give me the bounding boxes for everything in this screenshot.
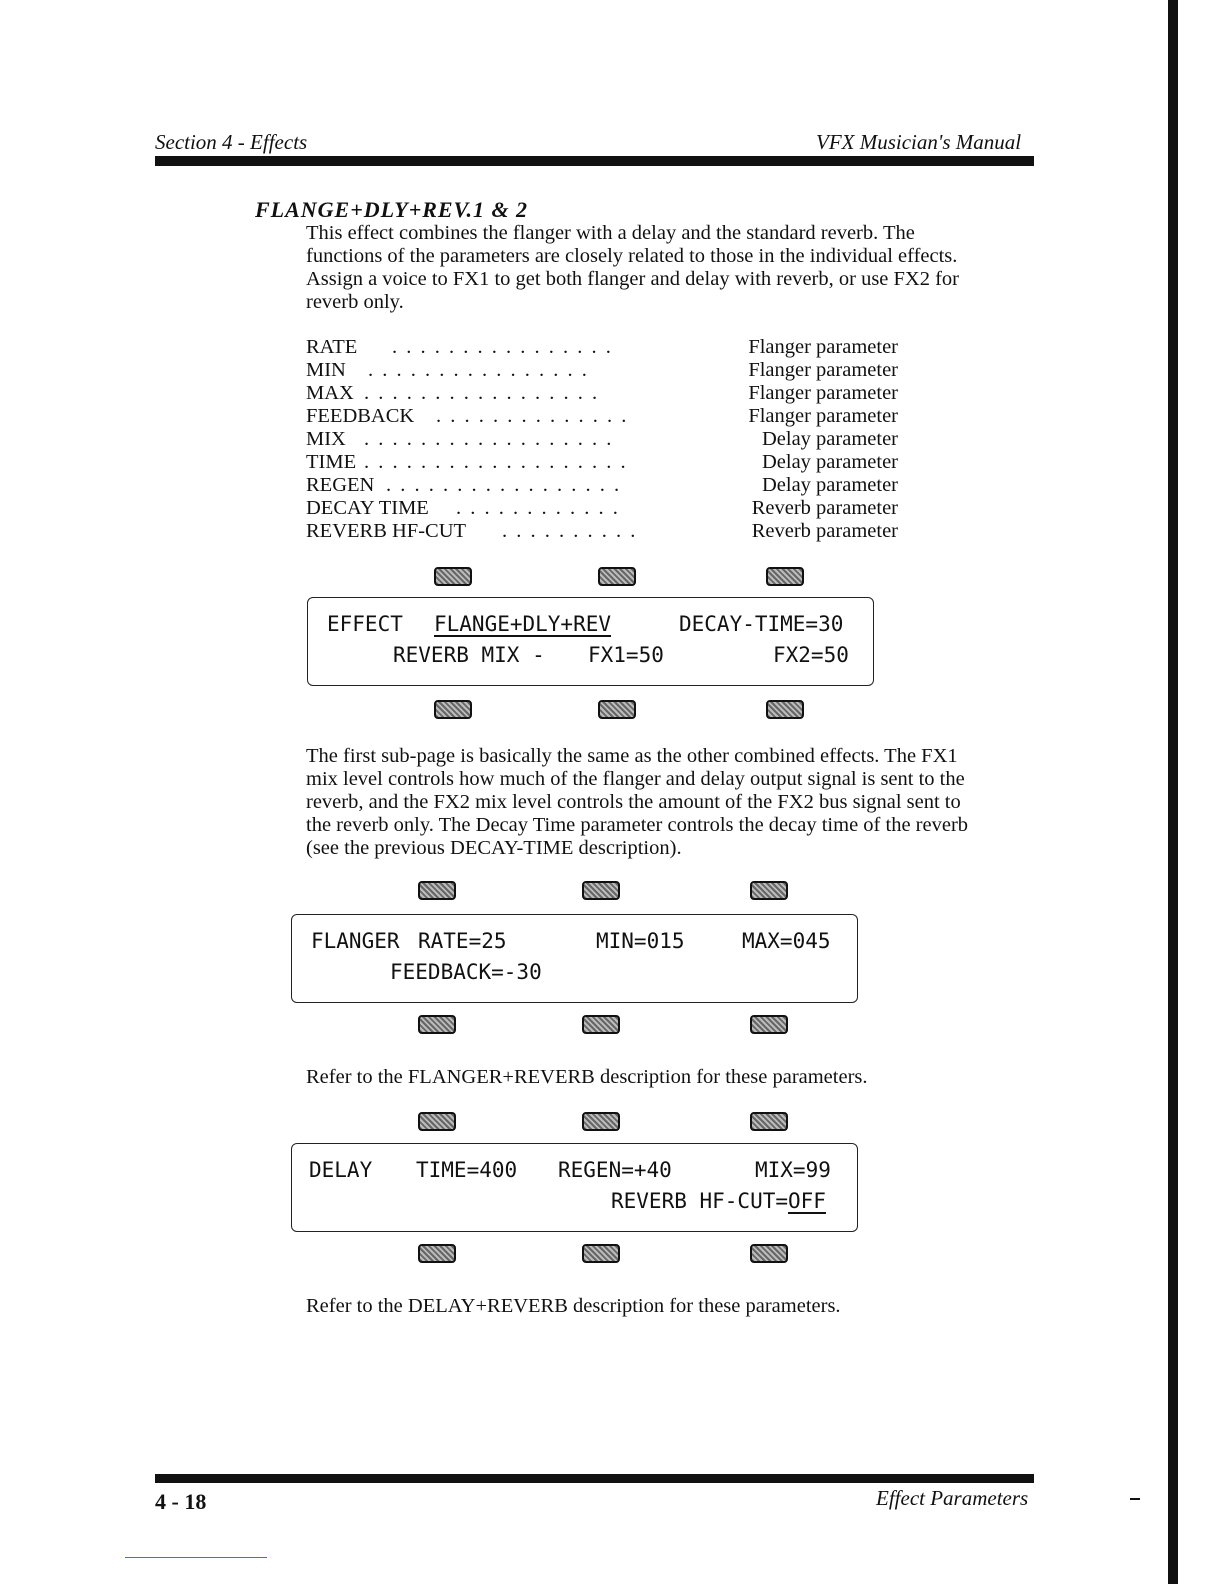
- paragraph-line: (see the previous DECAY-TIME description).: [306, 837, 682, 859]
- parameter-row: MIN . . . . . . . . . . . . . . . . Flanger parameter: [306, 359, 898, 381]
- paragraph-line: mix level controls how much of the flanger and delay output signal is sent to the: [306, 768, 965, 790]
- header-manual-title: VFX Musician's Manual: [816, 130, 1022, 154]
- lcd-fx1-mix[interactable]: FX1=50: [588, 643, 664, 667]
- soft-button-top-3[interactable]: [750, 881, 788, 900]
- soft-button-bottom-1[interactable]: [418, 1244, 456, 1263]
- soft-button-bottom-3[interactable]: [750, 1015, 788, 1034]
- lcd-hf-cut-label: REVERB HF-CUT=: [611, 1189, 789, 1213]
- lcd-flanger-feedback[interactable]: FEEDBACK=-30: [390, 960, 542, 984]
- scan-artifact-line: [125, 1557, 267, 1558]
- parameter-row: MIX . . . . . . . . . . . . . . . . . . Delay parameter: [306, 428, 898, 450]
- lcd-flanger-rate[interactable]: RATE=25: [418, 929, 507, 953]
- description-paragraph: [306, 745, 1026, 860]
- page-edge-bar: [1168, 0, 1178, 1584]
- parameter-row: REVERB HF-CUT . . . . . . . . . . Reverb parameter: [306, 520, 898, 542]
- intro-line: This effect combines the flanger with a delay and the standard reverb. The: [306, 222, 915, 244]
- page-number: 4 - 18: [155, 1489, 207, 1514]
- soft-button-bottom-2[interactable]: [582, 1015, 620, 1034]
- lcd-label: DELAY: [309, 1158, 373, 1182]
- lcd-delay-time[interactable]: TIME=400: [416, 1158, 518, 1182]
- soft-button-bottom-3[interactable]: [750, 1244, 788, 1263]
- soft-button-top-3[interactable]: [750, 1112, 788, 1131]
- lcd-delay-mix[interactable]: MIX=99: [755, 1158, 831, 1182]
- footer-section-title: Effect Parameters: [876, 1486, 1029, 1510]
- lcd-reverb-hf-cut[interactable]: [611, 1189, 826, 1213]
- lcd-label: FLANGER: [311, 929, 400, 953]
- intro-paragraph: [306, 222, 1026, 314]
- soft-button-top-2[interactable]: [582, 1112, 620, 1131]
- parameter-row: REGEN . . . . . . . . . . . . . . . . . Delay parameter: [306, 474, 898, 496]
- parameter-row: TIME . . . . . . . . . . . . . . . . . . . Delay parameter: [306, 451, 898, 473]
- lcd-decay-time[interactable]: DECAY-TIME=30: [679, 612, 844, 636]
- soft-button-bottom-1[interactable]: [418, 1015, 456, 1034]
- margin-mark: [1130, 1498, 1140, 1500]
- intro-line: functions of the parameters are closely related to those in the individual effects.: [306, 245, 958, 267]
- lcd-effect-value[interactable]: FLANGE+DLY+REV: [434, 612, 612, 636]
- soft-button-top-1[interactable]: [418, 881, 456, 900]
- intro-line: reverb only.: [306, 291, 404, 313]
- lcd-label: EFFECT: [327, 612, 403, 636]
- soft-button-bottom-2[interactable]: [582, 1244, 620, 1263]
- lcd-delay-regen[interactable]: REGEN=+40: [558, 1158, 672, 1182]
- lcd-flanger-max[interactable]: MAX=045: [742, 929, 831, 953]
- footer-rule: [155, 1474, 1034, 1483]
- paragraph-line: The first sub-page is basically the same as the other combined effects. The FX1: [306, 745, 958, 767]
- intro-line: Assign a voice to FX1 to get both flanger and delay with reverb, or use FX2 for: [306, 268, 960, 290]
- soft-button-bottom-1[interactable]: [434, 700, 472, 719]
- parameter-row: DECAY TIME . . . . . . . . . . . . Reverb parameter: [306, 497, 898, 519]
- paragraph-line: reverb, and the FX2 mix level controls the amount of the FX2 bus signal sent to: [306, 791, 961, 813]
- soft-button-top-1[interactable]: [434, 567, 472, 586]
- refer-flanger-text: Refer to the FLANGER+REVERB description for these parameters.: [306, 1066, 868, 1088]
- section-title: FLANGE+DLY+REV.1 & 2: [255, 197, 529, 222]
- paragraph-line: the reverb only. The Decay Time parameter controls the decay time of the reverb: [306, 814, 969, 836]
- refer-delay-text: Refer to the DELAY+REVERB description for these parameters.: [306, 1295, 841, 1317]
- lcd-flanger-page: [291, 914, 858, 1003]
- header-rule: [155, 156, 1034, 166]
- parameter-row: RATE . . . . . . . . . . . . . . . . Flanger parameter: [306, 336, 898, 358]
- parameter-row: MAX . . . . . . . . . . . . . . . . . Flanger parameter: [306, 382, 898, 404]
- header-section: Section 4 - Effects: [155, 130, 308, 154]
- soft-button-top-2[interactable]: [582, 881, 620, 900]
- soft-button-top-1[interactable]: [418, 1112, 456, 1131]
- lcd-flanger-min[interactable]: MIN=015: [596, 929, 685, 953]
- soft-button-top-3[interactable]: [766, 567, 804, 586]
- soft-button-top-2[interactable]: [598, 567, 636, 586]
- lcd-fx2-mix[interactable]: FX2=50: [773, 643, 849, 667]
- lcd-reverb-mix-label: REVERB MIX -: [393, 643, 545, 667]
- parameter-row: FEEDBACK . . . . . . . . . . . . . . Flanger parameter: [306, 405, 898, 427]
- soft-button-bottom-2[interactable]: [598, 700, 636, 719]
- lcd-delay-page: [291, 1143, 858, 1232]
- lcd-hf-cut-value: OFF: [788, 1189, 826, 1213]
- lcd-effect-page: [307, 597, 874, 686]
- soft-button-bottom-3[interactable]: [766, 700, 804, 719]
